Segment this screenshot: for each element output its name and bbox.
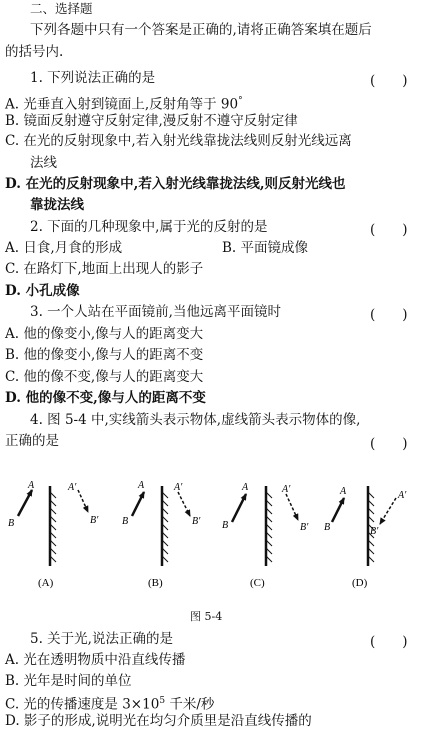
label-a-image: A′ bbox=[282, 484, 291, 495]
q1-option-d-line2: 靠拢法线 bbox=[30, 197, 84, 213]
q2-stem: 2. 下面的几种现象中,属于光的反射的是 bbox=[30, 219, 268, 235]
q5-option-a: A. 光在透明物质中沿直线传播 bbox=[5, 652, 186, 668]
instructions-line-2: 的括号内. bbox=[5, 44, 64, 60]
q3-option-b: B. 他的像变小,像与人的距离不变 bbox=[5, 347, 204, 363]
instructions-line-1: 下列各题中只有一个答案是正确的,请将正确答案填在题后 bbox=[30, 22, 372, 38]
label-b: B bbox=[8, 518, 15, 529]
label-a-image: A′ bbox=[174, 482, 183, 493]
label-b-image: B′ bbox=[192, 516, 201, 527]
q4-stem-line2: 正确的是 bbox=[5, 433, 59, 449]
q1-option-c-line2: 法线 bbox=[30, 155, 57, 171]
label-b: B bbox=[222, 520, 229, 531]
label-a-image: A′ bbox=[398, 490, 407, 501]
image-arrow bbox=[78, 490, 88, 512]
section-title: 二、选择题 bbox=[30, 1, 93, 16]
q5-stem: 5. 关于光,说法正确的是 bbox=[30, 631, 173, 647]
q2-answer-paren: ( ) bbox=[370, 222, 408, 238]
q1-option-a-text: A. 光垂直入射到镜面上,反射角等于 90 bbox=[5, 96, 239, 113]
object-arrow bbox=[232, 494, 246, 522]
figure-5-4 bbox=[0, 478, 438, 598]
q5-option-c-unit: 千米/秒 bbox=[165, 696, 215, 713]
mirror bbox=[50, 486, 56, 566]
object-arrow bbox=[132, 492, 144, 516]
q5-option-c bbox=[5, 692, 214, 714]
q3-stem: 3. 一个人站在平面镜前,当他远离平面镜时 bbox=[30, 304, 281, 320]
q3-option-a: A. 他的像变小,像与人的距离变大 bbox=[5, 326, 204, 342]
q2-option-b: B. 平面镜成像 bbox=[222, 240, 309, 256]
label-b: B bbox=[324, 522, 331, 533]
q1-answer-paren: ( ) bbox=[370, 73, 408, 89]
q5-option-d: D. 影子的形成,说明光在均匀介质里是沿直线传播的 bbox=[5, 713, 312, 729]
q1-option-a bbox=[5, 92, 243, 114]
image-arrow bbox=[178, 492, 190, 516]
q5-option-c-text: C. 光的传播速度是 3×10 bbox=[5, 696, 160, 713]
label-a: A bbox=[28, 480, 35, 491]
panel-c bbox=[222, 482, 309, 589]
q4-answer-paren: ( ) bbox=[370, 436, 408, 452]
q2-option-a: A. 日食,月食的形成 bbox=[5, 240, 123, 256]
exponent-superscript: 5 bbox=[159, 696, 166, 706]
label-b-image: B′ bbox=[90, 515, 99, 526]
label-a-image: A′ bbox=[68, 482, 77, 493]
mirror bbox=[266, 486, 272, 566]
q3-option-d: D. 他的像不变,像与人的距离不变 bbox=[5, 390, 206, 406]
q3-answer-paren: ( ) bbox=[370, 307, 408, 323]
q1-option-d-line1: D. 在光的反射现象中,若入射光线靠拢法线,则反射光线也 bbox=[5, 176, 346, 192]
panel-label-c: (C) bbox=[250, 577, 265, 589]
q2-option-c: C. 在路灯下,地面上出现人的影子 bbox=[5, 261, 204, 277]
image-arrow bbox=[286, 494, 298, 520]
q4-stem-line1: 4. 图 5-4 中,实线箭头表示物体,虚线箭头表示物体的像, bbox=[30, 412, 361, 428]
panel-label-b: (B) bbox=[148, 577, 163, 589]
q2-option-d: D. 小孔成像 bbox=[5, 283, 80, 299]
figure-caption: 图 5-4 bbox=[190, 610, 223, 623]
image-arrow bbox=[380, 498, 396, 524]
q1-option-b: B. 镜面反射遵守反射定律,漫反射不遵守反射定律 bbox=[5, 113, 298, 129]
q5-answer-paren: ( ) bbox=[370, 634, 408, 650]
label-a: A bbox=[242, 482, 249, 493]
label-a: A bbox=[138, 480, 145, 491]
panel-d bbox=[324, 486, 407, 589]
q1-option-c-line1: C. 在光的反射现象中,若入射光线靠拢法线则反射光线远离 bbox=[5, 133, 352, 149]
q5-option-b: B. 光年是时间的单位 bbox=[5, 673, 132, 689]
label-b: B bbox=[122, 516, 129, 527]
object-arrow bbox=[332, 498, 344, 522]
object-arrow bbox=[18, 490, 32, 516]
q1-stem: 1. 下列说法正确的是 bbox=[30, 70, 156, 86]
mirror bbox=[162, 486, 168, 566]
degree-superscript: ° bbox=[238, 96, 243, 106]
q3-option-c: C. 他的像不变,像与人的距离变大 bbox=[5, 369, 204, 385]
panel-b bbox=[122, 480, 201, 589]
label-b-image: B′ bbox=[300, 522, 309, 533]
label-a: A bbox=[340, 486, 347, 497]
label-b-image: B′ bbox=[370, 526, 379, 537]
panel-label-a: (A) bbox=[38, 577, 54, 589]
panel-a bbox=[8, 480, 99, 589]
panel-label-d: (D) bbox=[352, 577, 368, 589]
